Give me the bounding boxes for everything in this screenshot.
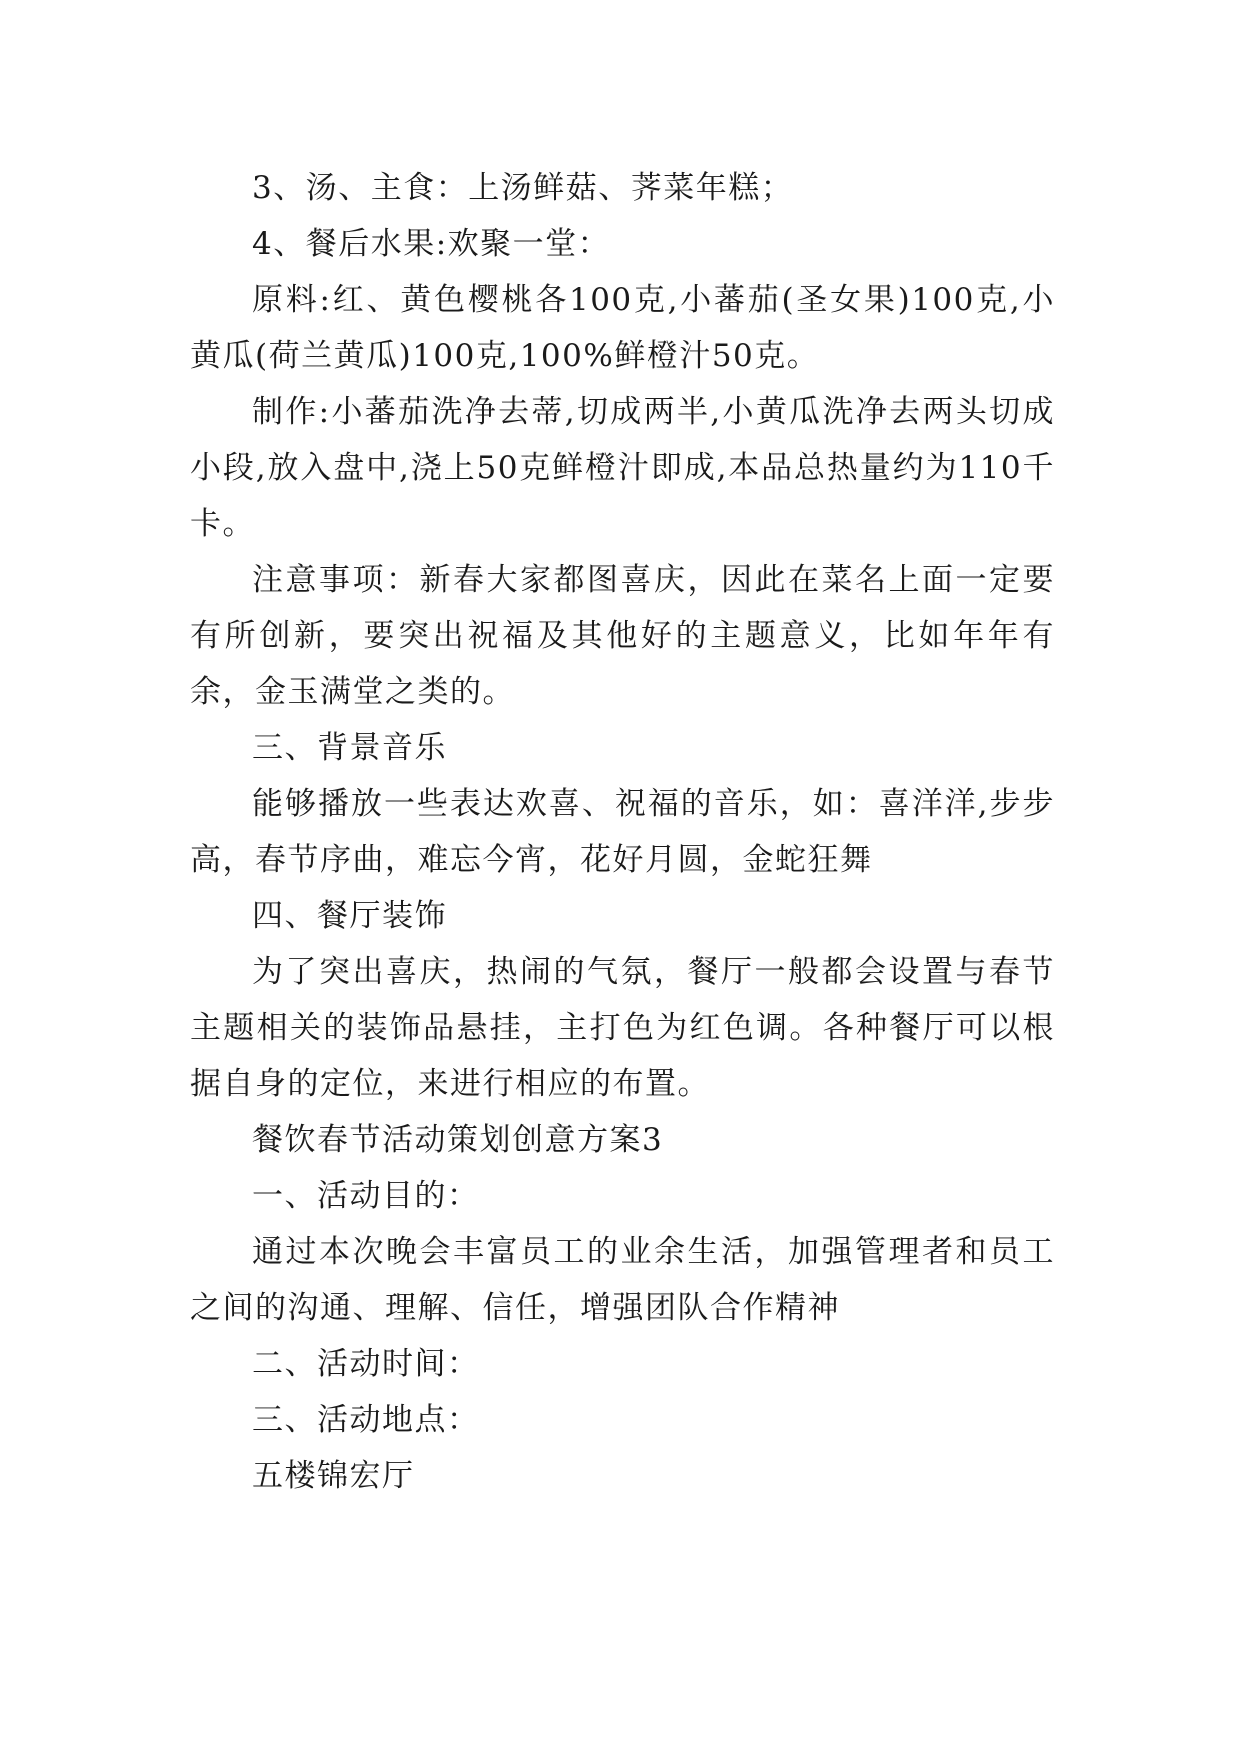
plan-title: 餐饮春节活动策划创意方案3 <box>252 1122 664 1158</box>
paragraph-purpose: 通过本次晚会丰富员工的业余生活，加强管理者和员工之间的沟通、理解、信任，增强团队合作精神 <box>190 1234 1055 1326</box>
paragraph-preparation: 制作:小蕃茄洗净去蒂,切成两半,小黄瓜洗净去两头切成小段,放入盘中,浇上50克鲜橙汁即成,本品总热量约为110千卡。 <box>190 394 1055 542</box>
paragraph-soup-staple: 3、汤、主食：上汤鲜菇、荠菜年糕； <box>252 170 794 206</box>
section-heading-decoration: 四、餐厅装饰 <box>252 898 447 934</box>
document-body <box>190 160 1055 1504</box>
paragraph-music: 能够播放一些表达欢喜、祝福的音乐，如：喜洋洋,步步高，春节序曲，难忘今宵，花好月圆，金蛇狂舞 <box>190 786 1055 878</box>
paragraph-ingredients: 原料:红、黄色樱桃各100克,小蕃茄(圣女果)100克,小黄瓜(荷兰黄瓜)100克,100%鲜橙汁50克。 <box>190 282 1055 374</box>
paragraph-location: 五楼锦宏厅 <box>252 1458 415 1494</box>
paragraph-decoration: 为了突出喜庆，热闹的气氛，餐厅一般都会设置与春节主题相关的装饰品悬挂，主打色为红色调。各种餐厅可以根据自身的定位，来进行相应的布置。 <box>190 954 1055 1102</box>
section-heading-music: 三、背景音乐 <box>252 730 447 766</box>
section-heading-location: 三、活动地点： <box>252 1402 480 1438</box>
section-heading-purpose: 一、活动目的： <box>252 1178 480 1214</box>
section-heading-time: 二、活动时间： <box>252 1346 480 1382</box>
paragraph-notes: 注意事项：新春大家都图喜庆，因此在菜名上面一定要有所创新，要突出祝福及其他好的主题意义，比如年年有余，金玉满堂之类的。 <box>190 562 1055 710</box>
paragraph-fruit-heading: 4、餐后水果:欢聚一堂： <box>252 226 611 262</box>
